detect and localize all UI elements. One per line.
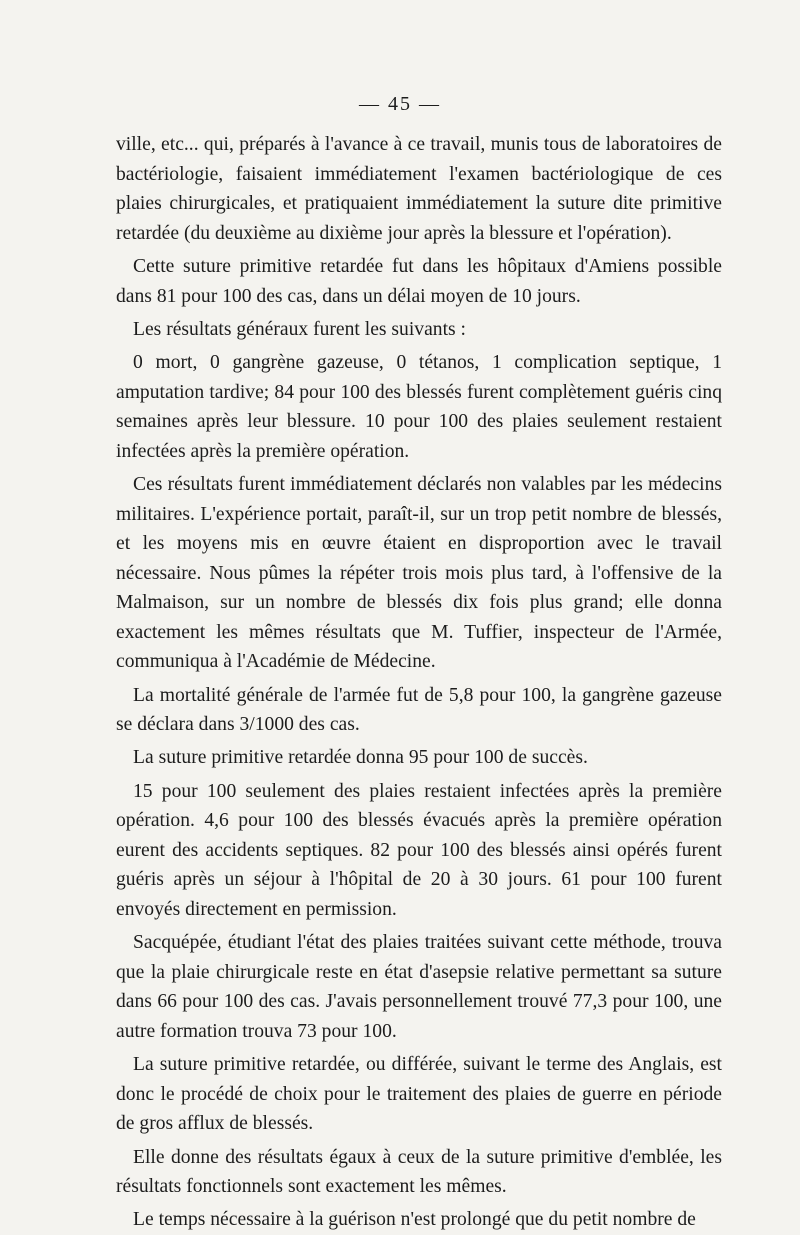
paragraph: Ces résultats furent immédiatement déclarés non valables par les médecins militaires. L'expérience portait, paraît-il, sur un trop petit nombre de blessés, et les moyens mis en œuvre étaient en disproportion avec le travail nécessaire. Nous pûmes la répéter trois mois plus tard, à l'offensive de la Malmaison, sur un nombre de blessés dix fois plus grand; elle donna exactement les mêmes résultats que M. Tuffier, inspecteur de l'Armée, communiqua à l'Académie de Médecine. bbox=[116, 473, 722, 673]
paragraph: 0 mort, 0 gangrène gazeuse, 0 tétanos, 1 complication septique, 1 amputation tardive; 84 pour 100 des blessés furent complètement guéris cinq semaines après leur blessure. 10 pour 100 des plaies seulement restaient infectées après la première opération. bbox=[116, 351, 722, 462]
paragraph-continuation: ville, etc... qui, préparés à l'avance à ce travail, munis tous de laboratoires de bactériologie, faisaient immédiatement l'examen bactériologique de ces plaies chirurgicales, et pratiquaient immédiatement la suture dite primitive retardée (du deuxième au dixième jour après la blessure et l'opération). bbox=[116, 134, 722, 244]
paragraph: Cette suture primitive retardée fut dans les hôpitaux d'Amiens possible dans 81 pour 100 des cas, dans un délai moyen de 10 jours. bbox=[116, 255, 722, 307]
paragraph: La mortalité générale de l'armée fut de 5,8 pour 100, la gangrène gazeuse se déclara dans 3/1000 des cas. bbox=[116, 684, 722, 736]
paragraph: La suture primitive retardée donna 95 pour 100 de succès. bbox=[133, 747, 588, 769]
paragraph: La suture primitive retardée, ou différée, suivant le terme des Anglais, est donc le procédé de choix pour le traitement des plaies de guerre en période de gros afflux de blessés. bbox=[116, 1054, 722, 1135]
page-number: — 45 — bbox=[359, 93, 441, 115]
body-text bbox=[116, 130, 722, 1235]
paragraph: Sacquépée, étudiant l'état des plaies traitées suivant cette méthode, trouva que la plaie chirurgicale reste en état d'asepsie relative permettant sa suture dans 66 pour 100 des cas. J'avais personnellement trouvé 77,3 pour 100, une autre formation trouva 73 pour 100. bbox=[116, 932, 722, 1042]
paragraph: Les résultats généraux furent les suivants : bbox=[133, 318, 466, 340]
paragraph: 15 pour 100 seulement des plaies restaient infectées après la première opération. 4,6 pour 100 des blessés évacués après la première opération eurent des accidents septiques. 82 pour 100 des blessés ainsi opérés furent guéris après un séjour à l'hôpital de 20 à 30 jours. 61 pour 100 furent envoyés directement en permission. bbox=[116, 780, 722, 920]
paragraph: Le temps nécessaire à la guérison n'est prolongé que du petit nombre de bbox=[133, 1209, 696, 1231]
paragraph: Elle donne des résultats égaux à ceux de la suture primitive d'emblée, les résultats fonctionnels sont exactement les mêmes. bbox=[116, 1146, 722, 1198]
